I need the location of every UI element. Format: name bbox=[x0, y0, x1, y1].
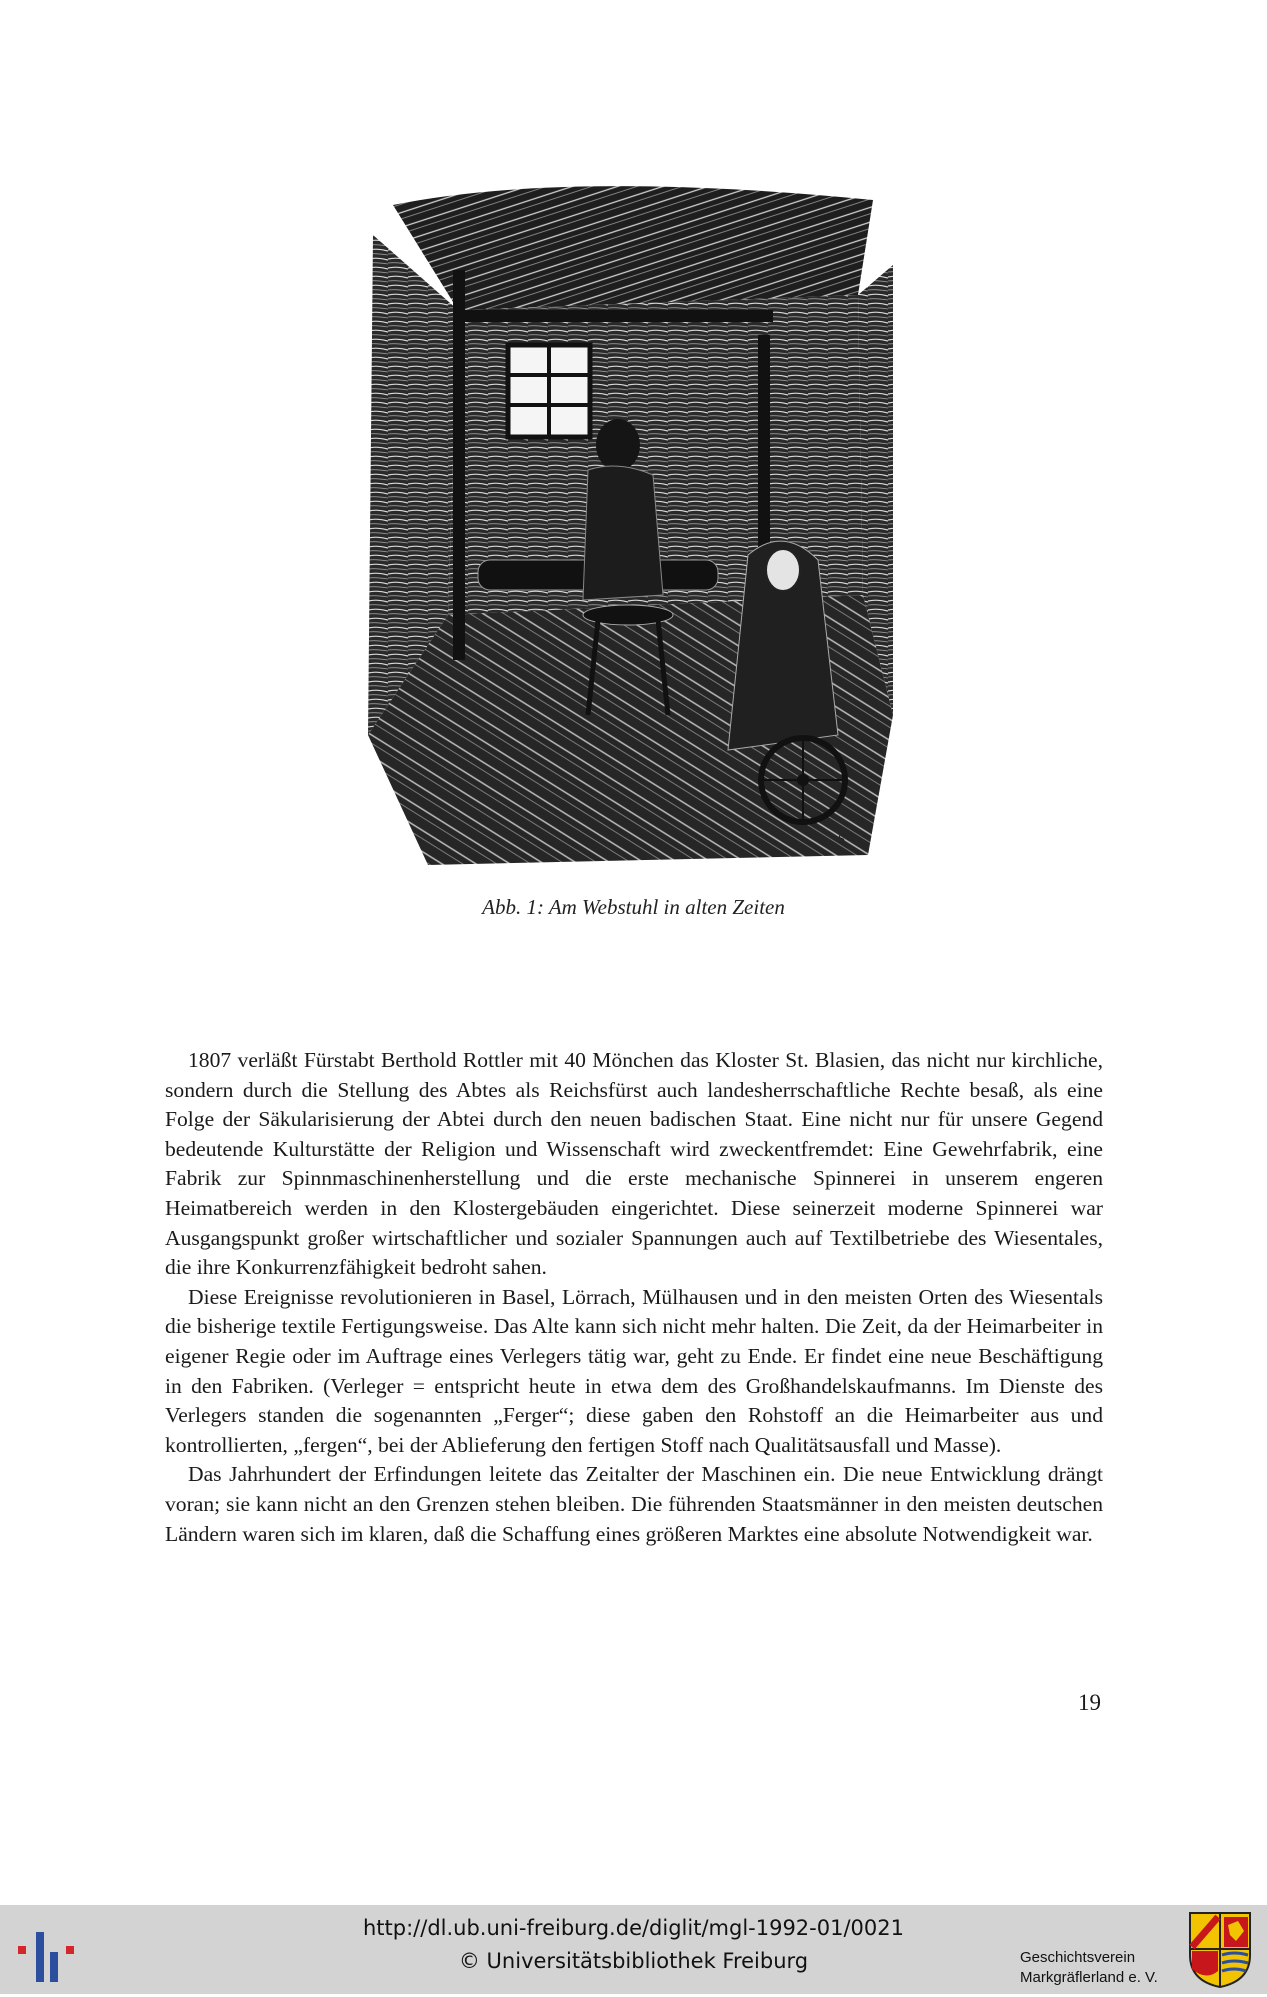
loom-illustration bbox=[368, 175, 893, 875]
paragraph: Diese Ereignisse revolutionieren in Basel, Lörrach, Mülhausen und in den meisten Orten des Wiesentals die bisherige textile Fertigungsweise. Das Alte kann sich nicht mehr halten. Die Zeit, da der Heimarbeiter in eigener Regie oder im Auftrage eines Verlegers tätig war, geht zu Ende. Er findet eine neue Beschäftigung in den Fabriken. (Verleger = entspricht heute in etwa dem des Großhandelskaufmanns. Im Dienste des Verlegers standen die sogenannten „Ferger“; diese gaben den Rohstoff an die Heimarbeiter aus und kontrollierten, „fergen“, bei der Ablieferung den fertigen Stoff nach Qualitätsausfall und Masse). bbox=[165, 1284, 1103, 1457]
coat-of-arms-icon bbox=[1188, 1911, 1252, 1989]
society-line-1: Geschichtsverein bbox=[1020, 1949, 1136, 1966]
paragraph: Das Jahrhundert der Erfindungen leitete das Zeitalter der Maschinen ein. Die neue Entwicklung drängt voran; sie kann nicht an den Grenzen stehen bleiben. Die führenden Staatsmänner in den meisten deutschen Ländern waren sich im klaren, daß die Schaffung eines größeren Marktes eine absolute Notwendigkeit war. bbox=[165, 1462, 1103, 1546]
article-body bbox=[165, 1046, 1103, 1549]
society-line-2: Markgräflerland e. V. bbox=[1020, 1969, 1158, 1986]
document-url[interactable]: http://dl.ub.uni-freiburg.de/diglit/mgl-1992-01/0021 bbox=[362, 1916, 904, 1940]
copyright-notice: © Universitätsbibliothek Freiburg bbox=[458, 1949, 809, 1973]
paragraph: 1807 verläßt Fürstabt Berthold Rottler mit 40 Mönchen das Kloster St. Blasien, das nicht nur kirchliche, sondern durch die Stellung des Abtes als Reichsfürst auch landesherrschaftliche Rechte besaß, als eine Folge der Säkularisierung der Abtei durch den neuen badischen Staat. Eine nicht nur für unsere Gegend bedeutende Kulturstätte der Religion und Wissenschaft wird zweckentfremdet: Eine Gewehrfabrik, eine Fabrik zur Spinnmaschinenherstellung und die erste mechanische Spinnerei in unserem engeren Heimatbereich werden in den Klostergebäuden eingerichtet. Diese seinerzeit moderne Spinnerei war Ausgangspunkt großer wirtschaftlicher und sozialer Spannungen auch auf Textilbetriebe des Wiesentales, die ihre Konkurrenzfähigkeit bedroht sahen. bbox=[165, 1048, 1103, 1280]
society-name bbox=[1020, 1948, 1158, 1988]
footer-bar bbox=[0, 1905, 1267, 1994]
page-number: 19 bbox=[1078, 1690, 1101, 1715]
artist-signature: S bbox=[838, 831, 846, 846]
figure-caption: Abb. 1: Am Webstuhl in alten Zeiten bbox=[482, 895, 785, 919]
